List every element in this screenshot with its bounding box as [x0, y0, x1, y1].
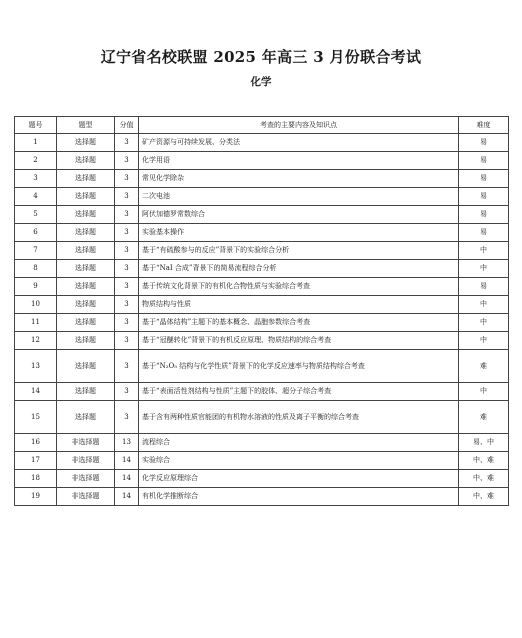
cell-content: 化学用语 [139, 152, 459, 170]
cell-question-type: 选择题 [57, 188, 115, 206]
cell-question-no: 3 [15, 170, 57, 188]
table-row [15, 401, 509, 434]
cell-score: 3 [115, 383, 139, 401]
cell-score: 3 [115, 332, 139, 350]
table-row [15, 224, 509, 242]
table-row [15, 296, 509, 314]
table-row [15, 206, 509, 224]
table-row [15, 332, 509, 350]
cell-question-no: 17 [15, 452, 57, 470]
cell-question-no: 13 [15, 350, 57, 383]
table-row [15, 452, 509, 470]
cell-difficulty: 中 [459, 314, 509, 332]
table-row [15, 242, 509, 260]
cell-difficulty: 易 [459, 134, 509, 152]
cell-question-type: 非选择题 [57, 470, 115, 488]
cell-content: 物质结构与性质 [139, 296, 459, 314]
table-row [15, 170, 509, 188]
cell-score: 3 [115, 242, 139, 260]
cell-score: 3 [115, 401, 139, 434]
cell-question-type: 选择题 [57, 296, 115, 314]
table-body [15, 134, 509, 506]
cell-score: 3 [115, 188, 139, 206]
cell-difficulty: 中、难 [459, 470, 509, 488]
cell-score: 13 [115, 434, 139, 452]
cell-score: 3 [115, 350, 139, 383]
cell-question-no: 5 [15, 206, 57, 224]
cell-difficulty: 易、中 [459, 434, 509, 452]
cell-score: 3 [115, 296, 139, 314]
cell-difficulty: 易 [459, 224, 509, 242]
cell-question-type: 选择题 [57, 152, 115, 170]
cell-score: 3 [115, 206, 139, 224]
cell-content: 有机化学推断综合 [139, 488, 459, 506]
cell-question-type: 选择题 [57, 206, 115, 224]
cell-score: 3 [115, 278, 139, 296]
cell-score: 3 [115, 134, 139, 152]
cell-score: 3 [115, 224, 139, 242]
cell-content: 基于“NaI 合成”背景下的简易流程综合分析 [139, 260, 459, 278]
exam-title: 辽宁省名校联盟 2025 年高三 3 月份联合考试 [100, 48, 422, 66]
table-row [15, 434, 509, 452]
cell-question-no: 16 [15, 434, 57, 452]
cell-score: 14 [115, 452, 139, 470]
cell-score: 3 [115, 260, 139, 278]
cell-question-no: 12 [15, 332, 57, 350]
exam-spec-table [14, 116, 509, 506]
cell-difficulty: 中、难 [459, 488, 509, 506]
table-row [15, 134, 509, 152]
cell-question-type: 选择题 [57, 401, 115, 434]
cell-difficulty: 中 [459, 296, 509, 314]
cell-question-type: 选择题 [57, 134, 115, 152]
table-header-row [15, 117, 509, 134]
cell-content: 二次电池 [139, 188, 459, 206]
cell-difficulty: 中 [459, 260, 509, 278]
cell-question-type: 选择题 [57, 314, 115, 332]
cell-question-type: 选择题 [57, 278, 115, 296]
cell-question-type: 选择题 [57, 332, 115, 350]
cell-score: 3 [115, 152, 139, 170]
subject-title: 化学 [250, 76, 272, 88]
cell-difficulty: 中 [459, 383, 509, 401]
table-row [15, 383, 509, 401]
cell-question-no: 9 [15, 278, 57, 296]
cell-question-type: 非选择题 [57, 452, 115, 470]
cell-score: 3 [115, 314, 139, 332]
table-row [15, 314, 509, 332]
cell-question-type: 非选择题 [57, 488, 115, 506]
cell-content: 矿产资源与可持续发展、分类法 [139, 134, 459, 152]
table-row [15, 470, 509, 488]
cell-difficulty: 中、难 [459, 452, 509, 470]
cell-content: 基于“表面活性剂结构与性质”主题下的胶体、超分子综合考查 [139, 383, 459, 401]
table-row [15, 488, 509, 506]
table-row [15, 152, 509, 170]
cell-difficulty: 中 [459, 242, 509, 260]
cell-question-type: 选择题 [57, 350, 115, 383]
cell-question-type: 选择题 [57, 260, 115, 278]
cell-content: 实验基本操作 [139, 224, 459, 242]
cell-content: 化学反应原理综合 [139, 470, 459, 488]
cell-question-no: 6 [15, 224, 57, 242]
cell-content: 常见化学除杂 [139, 170, 459, 188]
cell-question-type: 非选择题 [57, 434, 115, 452]
cell-question-no: 15 [15, 401, 57, 434]
header-content: 考查的主要内容及知识点 [139, 117, 459, 134]
cell-difficulty: 易 [459, 206, 509, 224]
cell-difficulty: 易 [459, 170, 509, 188]
cell-difficulty: 中 [459, 332, 509, 350]
header-question-type: 题型 [57, 117, 115, 134]
cell-content: 基于“冠醚转化”背景下的有机反应原理、物质结构的综合考查 [139, 332, 459, 350]
table-row [15, 260, 509, 278]
cell-question-no: 19 [15, 488, 57, 506]
header-difficulty: 难度 [459, 117, 509, 134]
cell-content: 基于传统文化背景下的有机化合物性质与实验综合考查 [139, 278, 459, 296]
cell-question-no: 14 [15, 383, 57, 401]
cell-content: 基于含有两种性质官能团的有机物水溶液的性质及离子平衡的综合考查 [139, 401, 459, 434]
cell-question-no: 10 [15, 296, 57, 314]
cell-score: 3 [115, 170, 139, 188]
cell-question-no: 7 [15, 242, 57, 260]
cell-question-type: 选择题 [57, 242, 115, 260]
cell-difficulty: 易 [459, 278, 509, 296]
cell-content: 基于“晶体结构”主题下的基本概念、晶胞参数综合考查 [139, 314, 459, 332]
cell-score: 14 [115, 488, 139, 506]
cell-content: 流程综合 [139, 434, 459, 452]
cell-question-no: 11 [15, 314, 57, 332]
cell-question-type: 选择题 [57, 224, 115, 242]
table-row [15, 350, 509, 383]
cell-content: 阿伏加德罗常数综合 [139, 206, 459, 224]
header-score: 分值 [115, 117, 139, 134]
cell-question-type: 选择题 [57, 170, 115, 188]
cell-question-type: 选择题 [57, 383, 115, 401]
cell-content: 实验综合 [139, 452, 459, 470]
cell-content: 基于“N₂O₅ 结构与化学性质”背景下的化学反应速率与物质结构综合考查 [139, 350, 459, 383]
cell-difficulty: 易 [459, 188, 509, 206]
cell-difficulty: 难 [459, 401, 509, 434]
cell-difficulty: 难 [459, 350, 509, 383]
cell-content: 基于“有硫酸参与的反应”背景下的实验综合分析 [139, 242, 459, 260]
table-row [15, 188, 509, 206]
cell-score: 14 [115, 470, 139, 488]
cell-difficulty: 易 [459, 152, 509, 170]
table-row [15, 278, 509, 296]
cell-question-no: 18 [15, 470, 57, 488]
cell-question-no: 8 [15, 260, 57, 278]
cell-question-no: 4 [15, 188, 57, 206]
cell-question-no: 2 [15, 152, 57, 170]
header-question-no: 题号 [15, 117, 57, 134]
cell-question-no: 1 [15, 134, 57, 152]
